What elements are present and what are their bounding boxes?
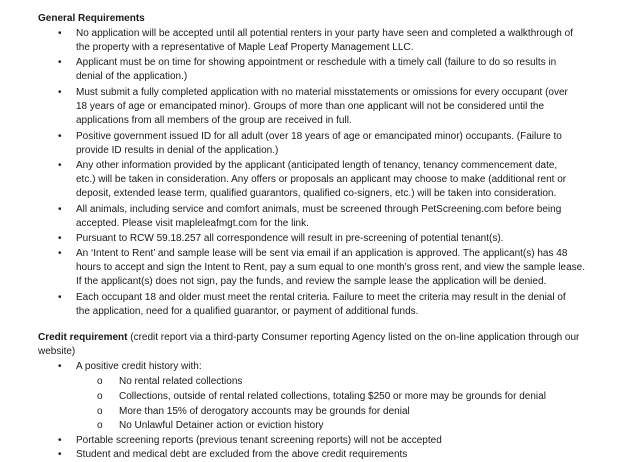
list-item-line: the property with a representative of Maple Leaf Property Management LLC. <box>76 42 414 53</box>
list-item-line: etc.) will be taken in consideration. Any offers or proposals an applicant may choose to make (additional rent or <box>76 174 567 185</box>
sub-list-item: More than 15% of derogatory accounts may be grounds for denial <box>119 406 410 417</box>
list-item-line: Any other information provided by the applicant (anticipated length of tenancy, tenancy commencement date, <box>76 160 558 171</box>
list-item: A positive credit history with: <box>76 361 202 372</box>
list-item <box>76 291 616 319</box>
list-item: Portable screening reports (previous tenant screening reports) will not be accepted <box>76 435 442 446</box>
list-item <box>76 203 616 231</box>
sub-bullet-icon: o <box>97 376 103 387</box>
bullet-icon: • <box>58 435 62 446</box>
list-item-line: All animals, including service and comfort animals, must be screened through PetScreening.com before being <box>76 204 562 215</box>
list-item-line: accepted. Please visit mapleleafmgt.com for the link. <box>76 218 309 229</box>
credit-requirement-description-cont: website) <box>38 346 76 357</box>
sub-bullet-icon: o <box>97 420 103 431</box>
list-item <box>76 27 616 55</box>
bullet-icon: • <box>58 449 62 460</box>
bullet-icon: • <box>58 87 62 98</box>
bullet-icon: • <box>58 292 62 303</box>
general-requirements-heading: General Requirements <box>38 13 145 24</box>
sub-bullet-icon: o <box>97 391 103 402</box>
sub-list-item: Collections, outside of rental related collections, totaling $250 or more may be grounds for denial <box>119 391 546 402</box>
sub-list-item: No rental related collections <box>119 376 243 387</box>
list-item-line: provide ID results in denial of the application.) <box>76 145 279 156</box>
list-item-line: Each occupant 18 and older must meet the rental criteria. Failure to meet the criteria may result in the denial of <box>76 292 566 303</box>
credit-requirement-intro <box>38 331 618 359</box>
list-item-line: No application will be accepted until all potential renters in your party have seen and completed a walkthrough of <box>76 28 573 39</box>
list-item: Student and medical debt are excluded from the above credit requirements <box>76 449 408 460</box>
credit-requirement-heading: Credit requirement <box>38 332 128 343</box>
bullet-icon: • <box>58 204 62 215</box>
bullet-icon: • <box>58 131 62 142</box>
bullet-icon: • <box>58 28 62 39</box>
list-item-line: Pursuant to RCW 59.18.257 all correspondence will result in pre-screening of potential tenant(s). <box>76 233 504 244</box>
list-item <box>76 247 616 289</box>
bullet-icon: • <box>58 233 62 244</box>
sub-bullet-icon: o <box>97 406 103 417</box>
list-item-line: denial of the application.) <box>76 71 188 82</box>
list-item-line: If the applicant(s) does not sign, pay the funds, and review the sample lease the application will be denied. <box>76 276 547 287</box>
bullet-icon: • <box>58 361 62 372</box>
list-item-line: 18 years of age or emancipated minor). Groups of more than one applicant will not be considered until the <box>76 101 545 112</box>
bullet-icon: • <box>58 160 62 171</box>
list-item <box>76 159 616 201</box>
list-item <box>76 130 616 158</box>
bullet-icon: • <box>58 248 62 259</box>
bullet-icon: • <box>58 57 62 68</box>
list-item-line: Applicant must be on time for showing appointment or reschedule with a timely call (failure to do so results in <box>76 57 557 68</box>
credit-requirement-description: (credit report via a third-party Consumer reporting Agency listed on the on-line application through our <box>127 332 580 343</box>
list-item-line: Positive government issued ID for all adult (over 18 years of age or emancipated minor) occupants. (Failure to <box>76 131 562 142</box>
list-item-line: the application, need for a qualified guarantor, or payment of additional funds. <box>76 306 419 317</box>
list-item <box>76 86 616 128</box>
list-item-line: deposit, extended lease term, qualified guarantors, qualified co-signers, etc.) will be taken into consideration. <box>76 188 557 199</box>
list-item-line: Must submit a fully completed application with no material misstatements or omissions for every occupant (over <box>76 87 568 98</box>
list-item <box>76 232 616 246</box>
list-item-line: hours to accept and sign the Intent to Rent, pay a sum equal to one month’s gross rent, and view the sample lease. <box>76 262 586 273</box>
list-item <box>76 56 616 84</box>
sub-list-item: No Unlawful Detainer action or eviction history <box>119 420 324 431</box>
list-item-line: applications from all members of the group are received in full. <box>76 115 352 126</box>
list-item-line: An ‘Intent to Rent’ and sample lease will be sent via email if an application is approved. The applicant(s) has 48 <box>76 248 568 259</box>
